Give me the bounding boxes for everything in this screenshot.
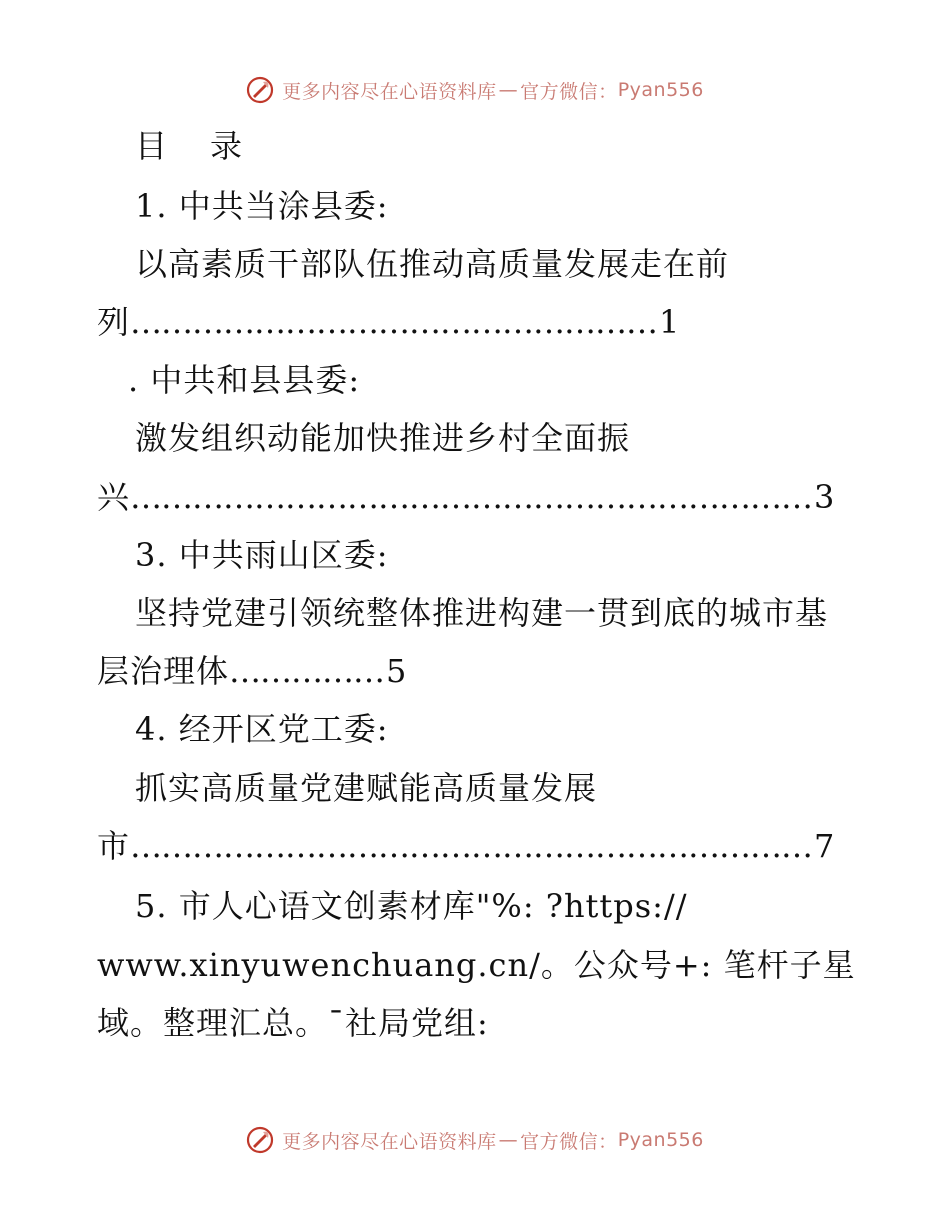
toc-entry-title: 以高素质干部队伍推动高质量发展走在前: [135, 245, 730, 283]
header-watermark: [0, 70, 950, 110]
banner-brand: 更多内容尽在心语资料库: [282, 1130, 497, 1153]
toc-page-number: 1: [659, 303, 681, 341]
banner-wechat-id: Pyan556: [617, 1129, 704, 1151]
toc-entry-title: 坚持党建引领统整体推进构建一贯到底的城市基: [135, 594, 829, 632]
banner-separator: —: [498, 1129, 519, 1151]
toc-entry-leader-line[interactable]: [97, 651, 407, 691]
toc-page-number: 5: [386, 652, 408, 690]
banner-separator: —: [498, 79, 519, 101]
toc-entry-tail: 列: [97, 303, 131, 341]
toc-dot-leader: ……………………………………………: [130, 303, 658, 341]
toc-title: [135, 126, 243, 166]
quill-logo-icon: [246, 1126, 274, 1154]
toc-entry-leader-line[interactable]: [97, 826, 835, 866]
banner-wechat-label: 官方微信：: [520, 80, 618, 103]
toc-entry-leader-line[interactable]: [97, 302, 680, 342]
toc-entry-text: www.xinyuwenchuang.cn/。公众号+: 笔杆子星: [97, 946, 856, 984]
toc-entry-heading: 3. 中共雨山区委:: [135, 536, 389, 574]
toc-title-right: 录: [210, 127, 244, 165]
toc-entry-heading: 5. 市人心语文创素材库"%: ?https://: [135, 887, 688, 925]
toc-entry-heading: 1. 中共当涂县委:: [135, 187, 389, 225]
banner-wechat-label: 官方微信：: [520, 1130, 618, 1153]
toc-entry-title: 激发组织动能加快推进乡村全面振: [135, 419, 631, 457]
banner-brand: 更多内容尽在心语资料库: [282, 80, 497, 103]
toc-dot-leader: …………………………………………………………: [130, 478, 813, 516]
toc-title-left: 目: [135, 127, 169, 165]
toc-entry-tail: 兴: [97, 478, 131, 516]
toc-entry-tail: 市: [97, 827, 131, 865]
footer-watermark: [0, 1120, 950, 1160]
quill-logo-icon: [246, 76, 274, 104]
toc-page-number: 7: [814, 827, 836, 865]
toc-entry-text: 域。整理汇总。¯社局党组:: [97, 1004, 489, 1042]
toc-entry-heading: . 中共和县县委:: [128, 361, 361, 399]
toc-entry-tail: 层治理体: [97, 652, 230, 690]
toc-dot-leader: …………………………………………………………: [130, 827, 813, 865]
toc-entry-title: 抓实高质量党建赋能高质量发展: [135, 769, 598, 807]
toc-entry-heading: 4. 经开区党工委:: [135, 710, 389, 748]
toc-dot-leader: ……………: [229, 652, 385, 690]
toc-page-number: 3: [814, 478, 836, 516]
banner-wechat-id: Pyan556: [617, 79, 704, 101]
toc-entry-leader-line[interactable]: [97, 477, 835, 517]
